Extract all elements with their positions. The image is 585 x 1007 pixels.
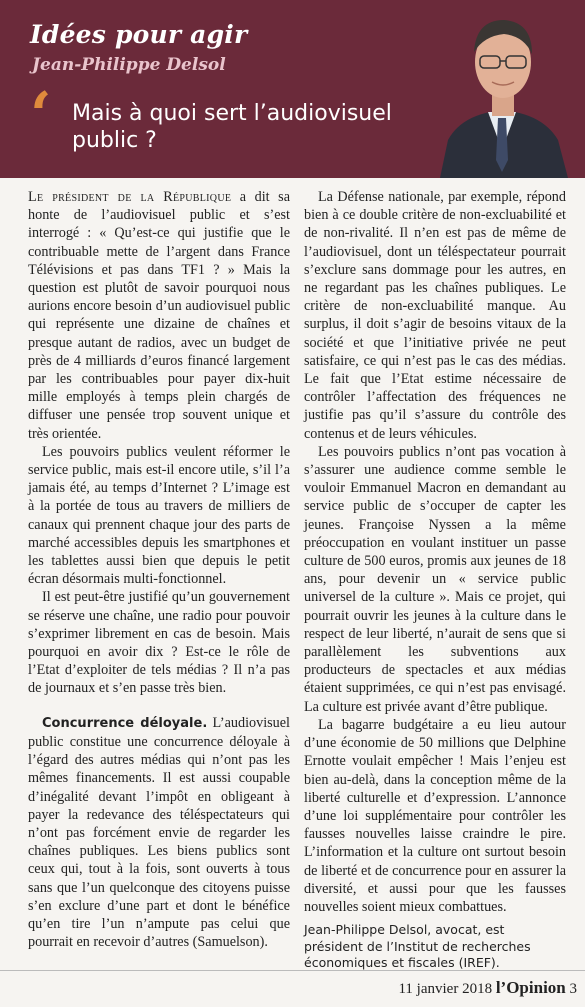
page-footer: [398, 978, 577, 998]
quote-mark-icon: ‘: [30, 78, 52, 151]
page-number: 3: [569, 981, 577, 997]
paragraph: Les pouvoirs publics veulent réformer le service public, mais est-il encore utile, s’il l’a jamais été, au temps d’Internet ? L’image est à la portée de tous au travers de milliers de canaux qui prennent chaque jour des parts de marché accessibles depuis les smartphones et les tablettes aussi bien que depuis le petit écran désormais multi-fonctionnel.: [28, 443, 290, 588]
paragraph: [28, 714, 290, 952]
article-title: Mais à quoi sert l’audiovisuel public ?: [72, 101, 392, 153]
issue-date: 11 janvier 2018: [398, 981, 493, 997]
footer-divider: [0, 970, 585, 971]
lead-in: Le président de la République: [28, 189, 232, 205]
section-kicker: Idées pour agir: [30, 20, 248, 49]
paragraph: La Défense nationale, par exemple, répond bien à ce double critère de non-excluabilité et de non-rivalité. Il n’en est pas de même de l’audiovisuel, dont un téléspectateur pourrait s’exclure sans dommage pour les autres, en ne regardant pas les chaînes publiques. Le critère de non-excluabilité manque. Au surplus, il doit s’agir de besoins vitaux de la société et que l’initiative privée ne peut satisfaire, ce qui n’est pas le cas des médias. Le fait que l’Etat estime nécessaire de contrôler l’affectation des fréquences ne justifie pas qu’il s’assure du contrôle des contenus et de leurs véhicules.: [304, 189, 566, 442]
subheading: Concurrence déloyale.: [42, 715, 208, 731]
column-right: [304, 188, 566, 972]
newspaper-brand: l’Opinion: [495, 978, 566, 997]
article-header: [0, 0, 585, 178]
author-portrait: [420, 0, 585, 178]
paragraph: Les pouvoirs publics n’ont pas vocation à s’assurer une audience comme semble le vouloir Emmanuel Macron en demandant au service public de s’occuper de capter les jeunes. Françoise Nyssen a la même préoccupation en voulant instituer un passe culture de 500 euros, promis aux jeunes de 18 ans, pour devenir un « service public universel de la culture ». Mais ce projet, qui pourrait ouvrir les jeunes à la culture dans le respect de leur liberté, n’aurait de sens que si parallèlement les subventions aux producteurs de spectacles et aux médias étaient supprimées, ce qui n’est pas envisagé. La culture est privée avant d’être publique.: [304, 443, 566, 715]
author-note: Jean-Philippe Delsol, avocat, est président de l’Institut de recherches économiques et fiscales (IREF).: [304, 922, 531, 971]
paragraph: [28, 188, 290, 443]
article-body: [0, 188, 585, 971]
paragraph-text: L’audiovisuel public constitue une concurrence déloyale à l’égard des autres médias qui n’ont pas les mêmes financements. Il est aussi coupable d’inégalité devant l’impôt en obligeant à payer la redevance des téléspectateurs qui n’ont pas forcément envie de regarder les chaînes publiques. Les biens publics sont ceux qui, tout à la fois, sont ouverts à tous sans que l’un quelconque des citoyens puisse s’en exclure d’une part et dont le bénéfice qu’en tire l’un n’ampute pas celui que pourrait en recevoir d’autres (Samuelson).: [28, 714, 290, 951]
column-left: [28, 188, 290, 951]
paragraph: Il est peut-être justifié qu’un gouvernement se réserve une chaîne, une radio pour pouvoir s’exprimer librement en cas de besoin. Mais pourquoi en avoir dix ? Est-ce le rôle de l’Etat d’exploiter de tels médias ? Il n’a pas de journaux et s’en passe très bien.: [28, 589, 290, 697]
author-byline: Jean-Philippe Delsol: [32, 55, 226, 75]
paragraph-text: a dit sa honte de l’audiovisuel public et s’est interrogé : « Qu’est-ce qui justifie que le contribuable mette de l’argent dans France Télévisions et pas dans TF1 ? » Mais la question est plutôt de savoir pourquoi nous aurions encore besoin d’un audiovisuel public qui représente une dizaine de chaînes et presque autant de radios, avec un budget de près de 4 milliards d’euros financé largement par les contribuables pour payer dix-huit mille employés à temps plein chargés de diffuser une pensée trop souvent unique et très orientée.: [28, 189, 290, 442]
paragraph: La bagarre budgétaire a eu lieu autour d’une économie de 50 millions que Delphine Ernotte voulait empêcher ! Mais l’enjeu est bien au-delà, dans la conception même de la liberté culturelle et d’expression. L’annonce d’une loi supplémentaire pour contrôler les fausses nouvelles laisse craindre le pire. L’information et la culture ont surtout besoin de liberté et de concurrence pour en assurer la diversité, et aussi pour que les fausses nouvelles soient mieux combattues.: [304, 716, 566, 915]
